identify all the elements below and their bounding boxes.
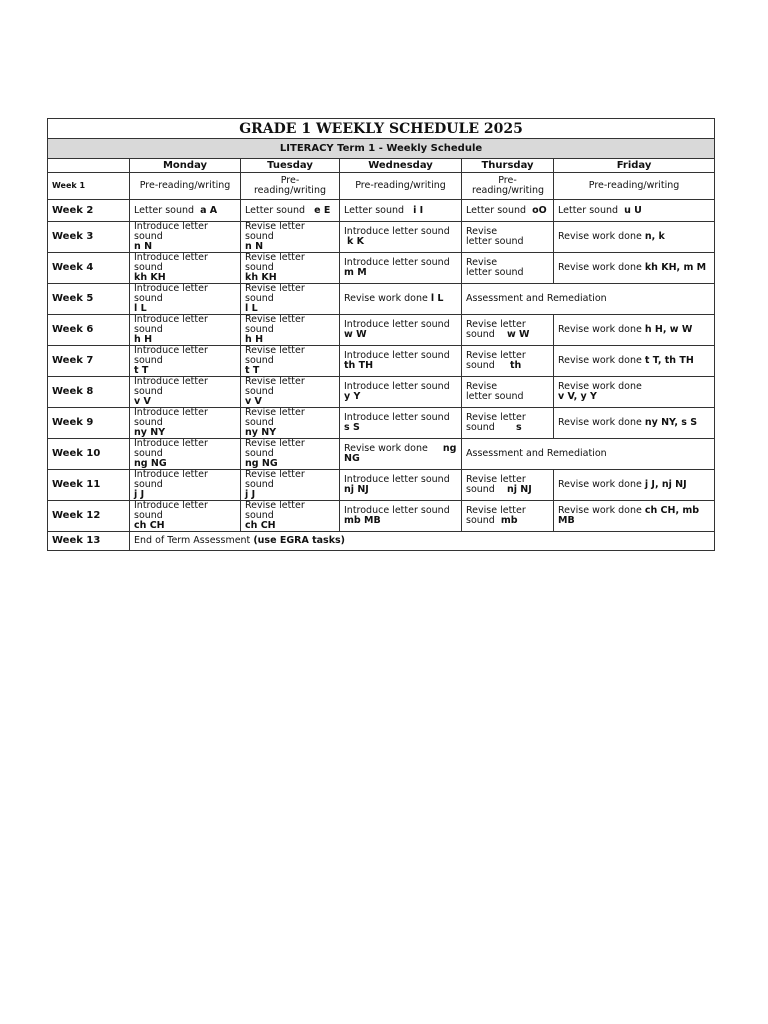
cell-monday: Pre-reading/writing — [130, 173, 241, 200]
cell-monday: Letter sound a A — [130, 200, 241, 222]
table-row — [48, 173, 715, 200]
cell-thursday: Revise letter sound mb — [462, 501, 554, 532]
header-friday: Friday — [554, 159, 715, 173]
header-tuesday: Tuesday — [241, 159, 340, 173]
day-header-row — [48, 159, 715, 173]
cell-friday: Revise work done n, k — [554, 222, 715, 253]
week-label: Week 4 — [48, 253, 130, 284]
table-row — [48, 439, 715, 470]
cell-friday: Letter sound u U — [554, 200, 715, 222]
week-label: Week 7 — [48, 346, 130, 377]
cell-wednesday: Introduce letter sound y Y — [340, 377, 462, 408]
cell-monday: Introduce letter sound ch CH — [130, 501, 241, 532]
week-label: Week 5 — [48, 284, 130, 315]
cell-wednesday: Revise work done ng NG — [340, 439, 462, 470]
header-wednesday: Wednesday — [340, 159, 462, 173]
cell-wednesday: Introduce letter sound s S — [340, 408, 462, 439]
week-label: Week 13 — [48, 532, 130, 551]
cell-thursday: Pre-reading/writing — [462, 173, 554, 200]
cell-thursday: Revise letter sound — [462, 253, 554, 284]
cell-wednesday: Introduce letter sound th TH — [340, 346, 462, 377]
cell-friday: Pre-reading/writing — [554, 173, 715, 200]
cell-tuesday: Revise letter sound ny NY — [241, 408, 340, 439]
corner-cell — [48, 159, 130, 173]
cell-wednesday: Introduce letter sound nj NJ — [340, 470, 462, 501]
cell-friday: Revise work done ny NY, s S — [554, 408, 715, 439]
table-row — [48, 408, 715, 439]
cell-friday: Revise work done j J, nj NJ — [554, 470, 715, 501]
cell-tuesday: Revise letter sound h H — [241, 315, 340, 346]
header-monday: Monday — [130, 159, 241, 173]
cell-wednesday: Revise work done l L — [340, 284, 462, 315]
cell-tuesday: Revise letter sound ng NG — [241, 439, 340, 470]
cell-thursday: Letter sound oO — [462, 200, 554, 222]
table-row — [48, 532, 715, 551]
week-label: Week 11 — [48, 470, 130, 501]
cell-thursday: Revise letter sound s — [462, 408, 554, 439]
cell-wednesday: Pre-reading/writing — [340, 173, 462, 200]
table-row — [48, 501, 715, 532]
cell-friday: Revise work done h H, w W — [554, 315, 715, 346]
table-row — [48, 200, 715, 222]
cell-wednesday: Letter sound i I — [340, 200, 462, 222]
cell-thursday-friday: Assessment and Remediation — [462, 284, 715, 315]
cell-thursday: Revise letter sound — [462, 222, 554, 253]
cell-friday: Revise work done kh KH, m M — [554, 253, 715, 284]
cell-monday: Introduce letter sound t T — [130, 346, 241, 377]
week-label: Week 12 — [48, 501, 130, 532]
cell-monday: Introduce letter sound j J — [130, 470, 241, 501]
week-label: Week 2 — [48, 200, 130, 222]
cell-friday: Revise work done t T, th TH — [554, 346, 715, 377]
cell-friday: Revise work done ch CH, mb MB — [554, 501, 715, 532]
week-label: Week 9 — [48, 408, 130, 439]
cell-monday: Introduce letter sound h H — [130, 315, 241, 346]
cell-thursday: Revise letter sound nj NJ — [462, 470, 554, 501]
week-label: Week 10 — [48, 439, 130, 470]
cell-wednesday: Introduce letter sound k K — [340, 222, 462, 253]
weekly-schedule-table — [47, 118, 715, 551]
table-row — [48, 253, 715, 284]
cell-friday: Revise work done v V, y Y — [554, 377, 715, 408]
table-row — [48, 284, 715, 315]
cell-thursday: Revise letter sound w W — [462, 315, 554, 346]
cell-tuesday: Revise letter sound t T — [241, 346, 340, 377]
schedule-subtitle: LITERACY Term 1 - Weekly Schedule — [48, 139, 715, 159]
table-row — [48, 377, 715, 408]
table-row — [48, 346, 715, 377]
week-label: Week 3 — [48, 222, 130, 253]
table-row — [48, 470, 715, 501]
cell-tuesday: Revise letter sound v V — [241, 377, 340, 408]
cell-monday: Introduce letter sound v V — [130, 377, 241, 408]
cell-tuesday: Revise letter sound j J — [241, 470, 340, 501]
week-label: Week 8 — [48, 377, 130, 408]
cell-monday: Introduce letter sound n N — [130, 222, 241, 253]
cell-all-days: End of Term Assessment (use EGRA tasks) — [130, 532, 715, 551]
cell-monday: Introduce letter sound kh KH — [130, 253, 241, 284]
header-thursday: Thursday — [462, 159, 554, 173]
cell-tuesday: Revise letter sound n N — [241, 222, 340, 253]
table-row — [48, 315, 715, 346]
week-label: Week 6 — [48, 315, 130, 346]
cell-thursday: Revise letter sound — [462, 377, 554, 408]
cell-monday: Introduce letter sound l L — [130, 284, 241, 315]
cell-tuesday: Revise letter sound ch CH — [241, 501, 340, 532]
cell-tuesday: Revise letter sound l L — [241, 284, 340, 315]
cell-tuesday: Revise letter sound kh KH — [241, 253, 340, 284]
cell-wednesday: Introduce letter sound mb MB — [340, 501, 462, 532]
week-label: Week 1 — [48, 173, 130, 200]
cell-wednesday: Introduce letter sound w W — [340, 315, 462, 346]
cell-tuesday: Pre-reading/writing — [241, 173, 340, 200]
cell-wednesday: Introduce letter sound m M — [340, 253, 462, 284]
cell-monday: Introduce letter sound ng NG — [130, 439, 241, 470]
cell-monday: Introduce letter sound ny NY — [130, 408, 241, 439]
cell-thursday-friday: Assessment and Remediation — [462, 439, 715, 470]
schedule-title: GRADE 1 WEEKLY SCHEDULE 2025 — [48, 119, 715, 139]
cell-thursday: Revise letter sound th — [462, 346, 554, 377]
cell-tuesday: Letter sound e E — [241, 200, 340, 222]
table-row — [48, 222, 715, 253]
